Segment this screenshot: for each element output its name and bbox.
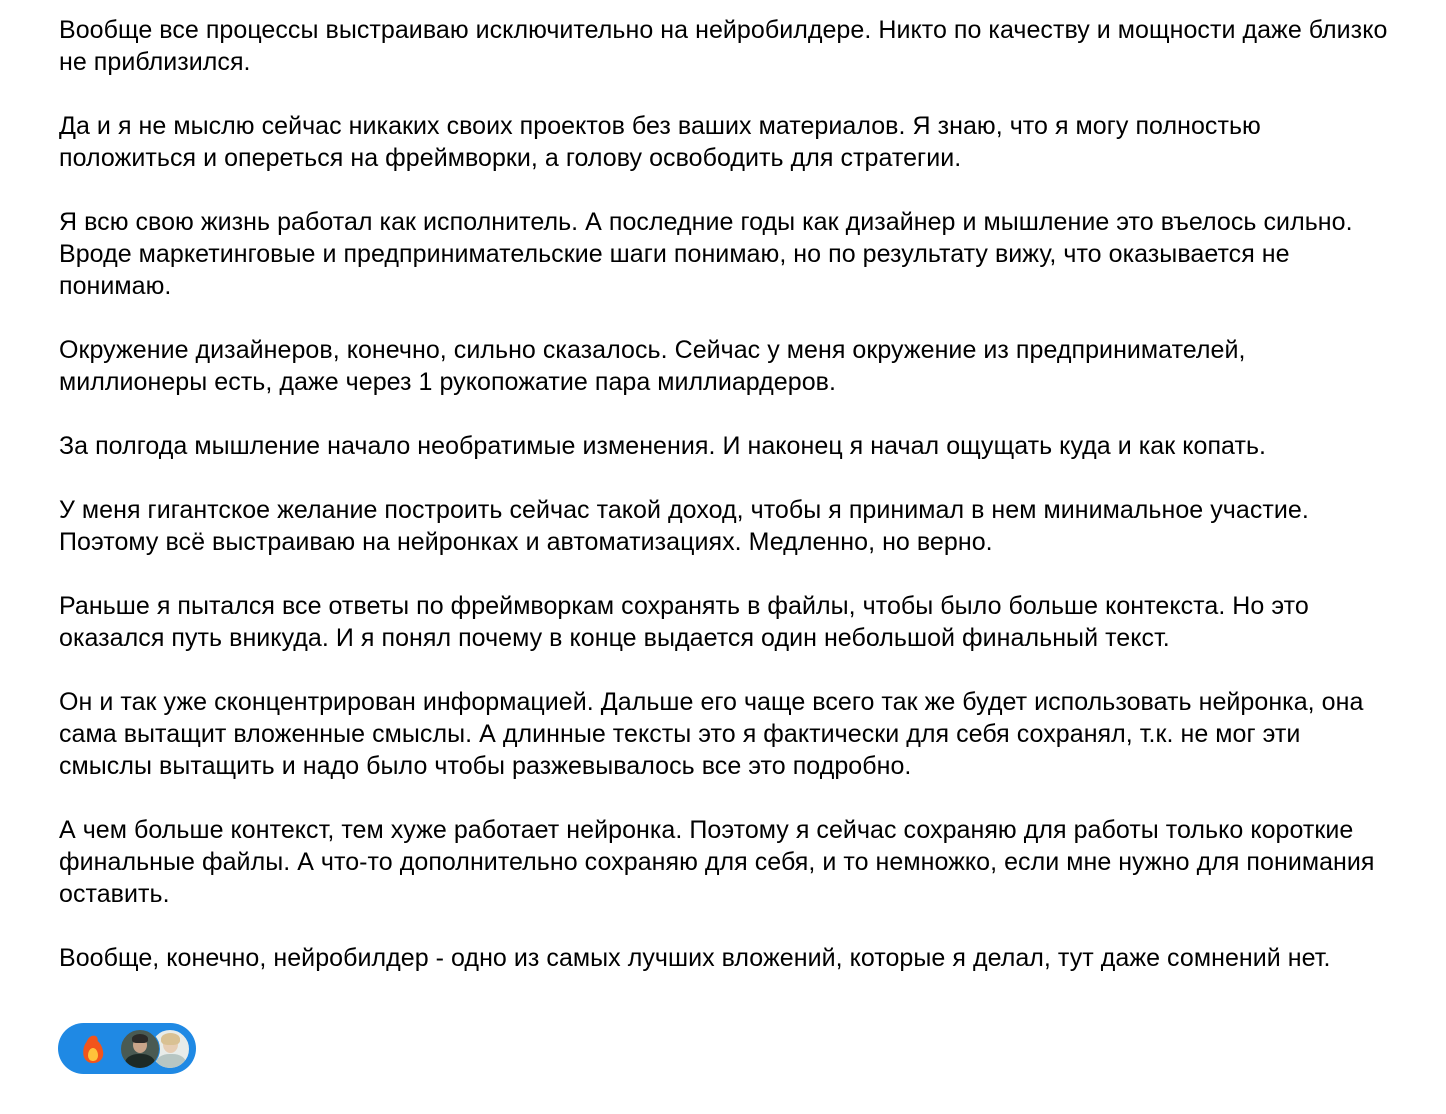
reaction-chip[interactable] bbox=[58, 1023, 196, 1074]
message-body bbox=[59, 14, 1399, 974]
message-paragraph-10: Вообще, конечно, нейробилдер - одно из самых лучших вложений, которые я делал, тут даже сомнений нет. bbox=[59, 944, 1331, 972]
message-paragraph-3: Я всю свою жизнь работал как исполнитель. А последние годы как дизайнер и мышление это въелось сильно. Вроде маркетинговые и предпринимательские шаги понимаю, но по результату вижу, что оказывается не понимаю. bbox=[59, 208, 1353, 300]
fire-icon bbox=[78, 1034, 108, 1064]
message-paragraph-6: У меня гигантское желание построить сейчас такой доход, чтобы я принимал в нем минимальное участие. Поэтому всё выстраиваю на нейронках и автоматизациях. Медленно, но верно. bbox=[59, 496, 1309, 556]
message-paragraph-8: Он и так уже сконцентрирован информацией. Дальше его чаще всего так же будет использовать нейронка, она сама вытащит вложенные смыслы. А длинные тексты это я фактически для себя сохранял, т.к. не мог эти смыслы вытащить и надо было чтобы разжевывалось все это подробно. bbox=[59, 688, 1364, 780]
avatar-reactor-1 bbox=[120, 1029, 160, 1069]
message-paragraph-5: За полгода мышление начало необратимые изменения. И наконец я начал ощущать куда и как копать. bbox=[59, 432, 1267, 460]
message-paragraph-4: Окружение дизайнеров, конечно, сильно сказалось. Сейчас у меня окружение из предпринимателей, миллионеры есть, даже через 1 рукопожатие пара миллиардеров. bbox=[59, 336, 1246, 396]
reactor-avatars bbox=[120, 1029, 190, 1069]
message-paragraph-1: Вообще все процессы выстраиваю исключительно на нейробилдере. Никто по качеству и мощности даже близко не приблизился. bbox=[59, 16, 1388, 76]
message-paragraph-2: Да и я не мыслю сейчас никаких своих проектов без ваших материалов. Я знаю, что я могу полностью положиться и опереться на фреймворки, а голову освободить для стратегии. bbox=[59, 112, 1261, 172]
message-text bbox=[59, 14, 1399, 974]
message-paragraph-7: Раньше я пытался все ответы по фреймворкам сохранять в файлы, чтобы было больше контекста. Но это оказался путь вникуда. И я понял почему в конце выдается один небольшой финальный текст. bbox=[59, 592, 1309, 652]
message-paragraph-9: А чем больше контекст, тем хуже работает нейронка. Поэтому я сейчас сохраняю для работы только короткие финальные файлы. А что-то дополнительно сохраняю для себя, и то немножко, если мне нужно для понимания оставить. bbox=[59, 816, 1375, 908]
